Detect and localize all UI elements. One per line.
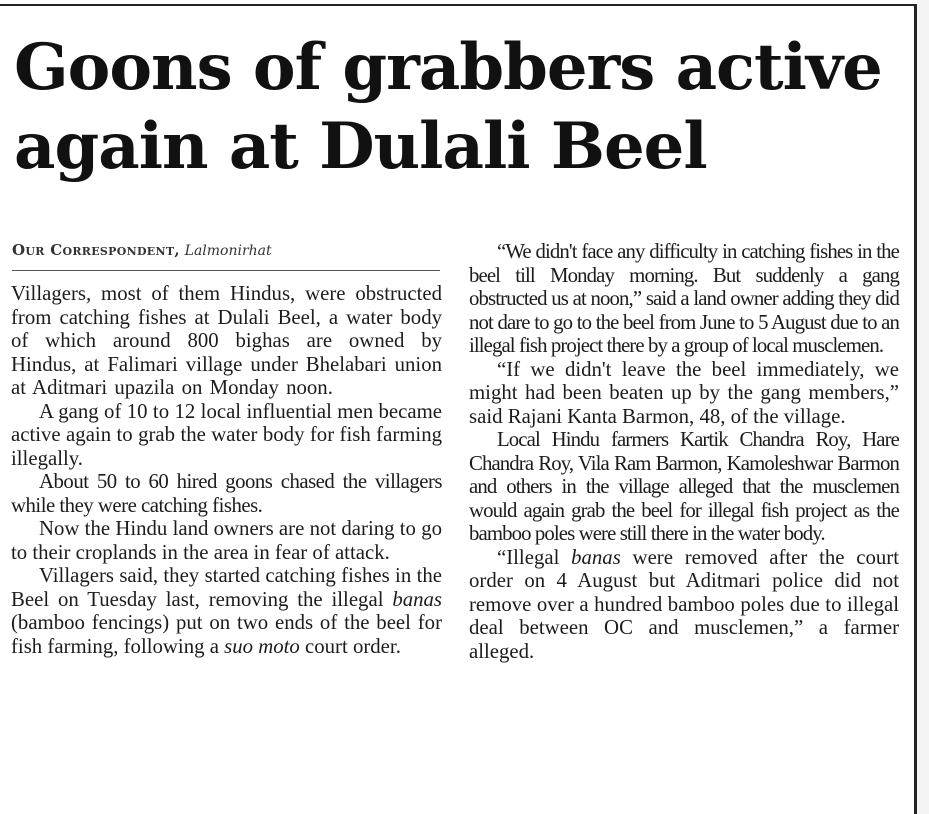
- paragraph-5-suo-moto: suo moto: [224, 634, 300, 658]
- paragraph-2: A gang of 10 to 12 local influential men became active again to grab the water body for fish farming illegally.: [11, 399, 442, 470]
- paragraph-9-banas: banas: [571, 545, 621, 569]
- article-column-right: [469, 240, 899, 663]
- paragraph-9: [469, 546, 899, 664]
- paragraph-9-text-a: “Illegal: [497, 545, 572, 569]
- page-edge: [917, 0, 929, 814]
- headline-line-2: again at Dulali Beel: [14, 109, 707, 184]
- paragraph-3: About 50 to 60 hired goons chased the villagers while they were catching fishes.: [11, 470, 442, 517]
- paragraph-5: [11, 564, 442, 658]
- paragraph-5-text-c: court order.: [299, 634, 401, 658]
- byline-rule: [12, 270, 440, 271]
- byline: [12, 240, 442, 261]
- top-rule: [0, 4, 914, 6]
- article-column-left: [11, 282, 442, 658]
- paragraph-5-text-a: Villagers said, they started catching fishes in the Beel on Tuesday last, removing the illegal: [11, 564, 442, 611]
- byline-name: Our Correspondent,: [12, 241, 180, 259]
- paragraph-6: “We didn't face any difficulty in catching fishes in the beel till Monday morning. But suddenly a gang obstructed us at noon,” said a land owner adding they did not dare to go to the beel from June to 5 August due to an illegal fish project there by a group of local musclemen.: [469, 240, 899, 357]
- paragraph-7: “If we didn't leave the beel immediately, we might had been beaten up by the gang members,” said Rajani Kanta Barmon, 48, of the village.: [469, 357, 899, 428]
- headline: [14, 28, 914, 186]
- paragraph-5-banas: banas: [392, 587, 442, 611]
- paragraph-9-text-b: were removed after the court order on 4 August but Aditmari police did not remove over a hundred bamboo poles due to illegal deal between OC and musclemen,” a farmer alleged.: [469, 545, 899, 663]
- byline-place: Lalmonirhat: [184, 243, 272, 259]
- paragraph-4: Now the Hindu land owners are not daring to go to their croplands in the area in fear of attack.: [11, 517, 442, 564]
- headline-line-1: Goons of grabbers active: [14, 30, 882, 105]
- paragraph-1: Villagers, most of them Hindus, were obstructed from catching fishes at Dulali Beel, a water body of which around 800 bighas are owned by Hindus, at Falimari village under Bhelabari union at Aditmari upazila on Monday noon.: [11, 282, 442, 399]
- paragraph-5-text-b: (bamboo fencings) put on two ends of the beel for fish farming, following a: [11, 611, 442, 658]
- paragraph-8: Local Hindu farmers Kartik Chandra Roy, Hare Chandra Roy, Vila Ram Barmon, Kamoleshwar Barmon and others in the village alleged that the musclemen would again grab the beel for illegal fish project as the bamboo poles were still there in the water body.: [469, 428, 899, 545]
